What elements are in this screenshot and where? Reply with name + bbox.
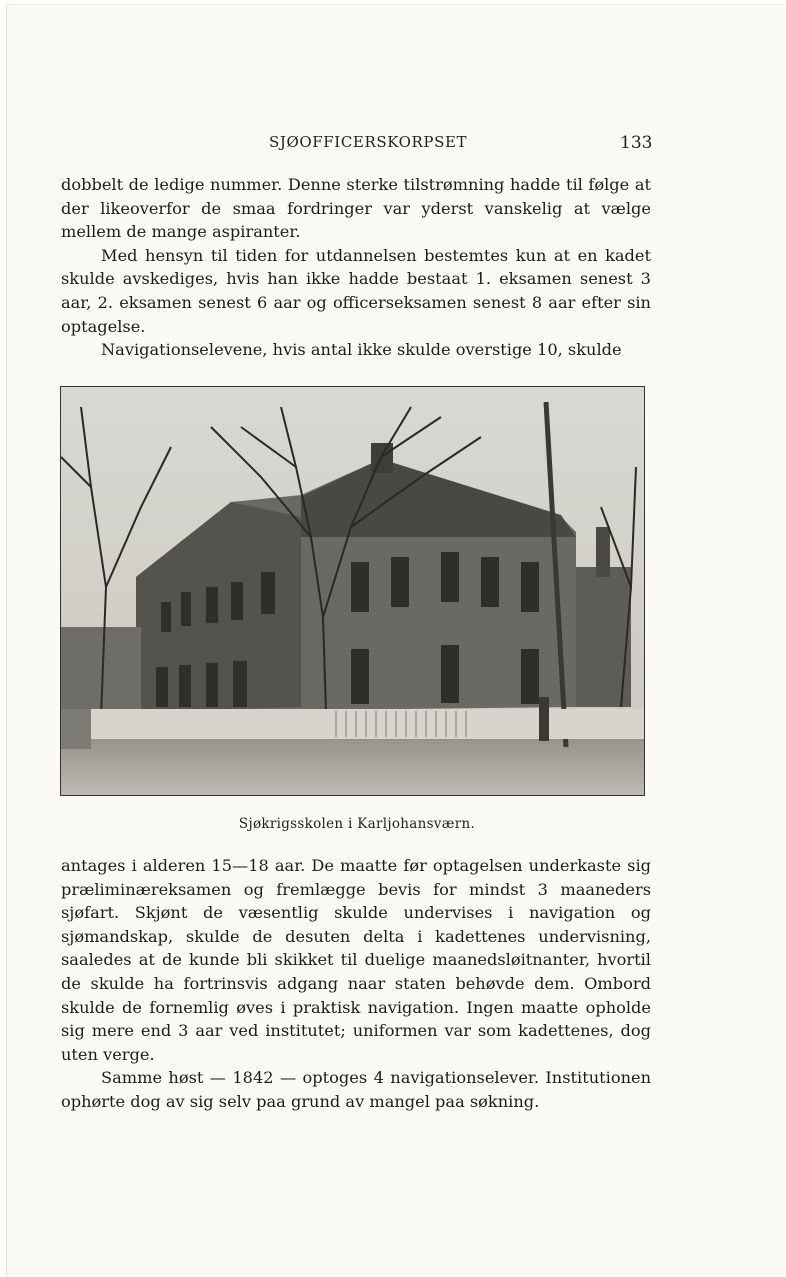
body-text-top: [61, 173, 651, 362]
paragraph: Navigationselevene, hvis antal ikke skulde overstige 10, skulde: [101, 340, 622, 360]
photograph-naval-school: [60, 386, 645, 796]
paragraph: Samme høst — 1842 — optoges 4 navigationselever. Institutionen ophørte dog av sig selv paa grund av mangel paa søkning.: [61, 1068, 651, 1111]
page-number: 133: [620, 133, 653, 153]
paragraph: antages i alderen 15—18 aar. De maatte før optagelsen underkaste sig præliminæreksamen og fremlægge bevis for mindst 3 maaneders sjøfart. Skjønt de væsentlig skulde undervises i navigation og sjømandskap, skulde de desuten delta i kadettenes undervisning, saaledes at de kunde bli skikket til duelige maanedsløitnanter, hvortil de skulde ha fortrinsvis adgang naar staten behøvde dem. Ombord skulde de fornemlig øves i praktisk navigation. Ingen maatte opholde sig mere end 3 aar ved institutet; uniformen var som kadettenes, dog uten verge.: [61, 856, 651, 1064]
photo-illustration: [61, 387, 644, 795]
paragraph: dobbelt de ledige nummer. Denne sterke tilstrømning hadde til følge at der likeoverfor de smaa fordringer var yderst vanskelig at vælge mellem de mange aspiranter.: [61, 175, 651, 242]
body-text-bottom: [61, 854, 651, 1114]
running-title: SJØOFFICERSKORPSET: [269, 133, 468, 151]
paragraph: Med hensyn til tiden for utdannelsen bestemtes kun at en kadet skulde avskediges, hvis han ikke hadde bestaat 1. eksamen senest 3 aar, 2. eksamen senest 6 aar og officerseksamen senest 8 aar efter sin optagelse.: [61, 245, 651, 336]
figure-person: [539, 697, 549, 741]
figure-caption: Sjøkrigsskolen i Karljohansværn.: [238, 816, 476, 832]
page-header: [7, 133, 785, 157]
book-page: [6, 4, 785, 1276]
